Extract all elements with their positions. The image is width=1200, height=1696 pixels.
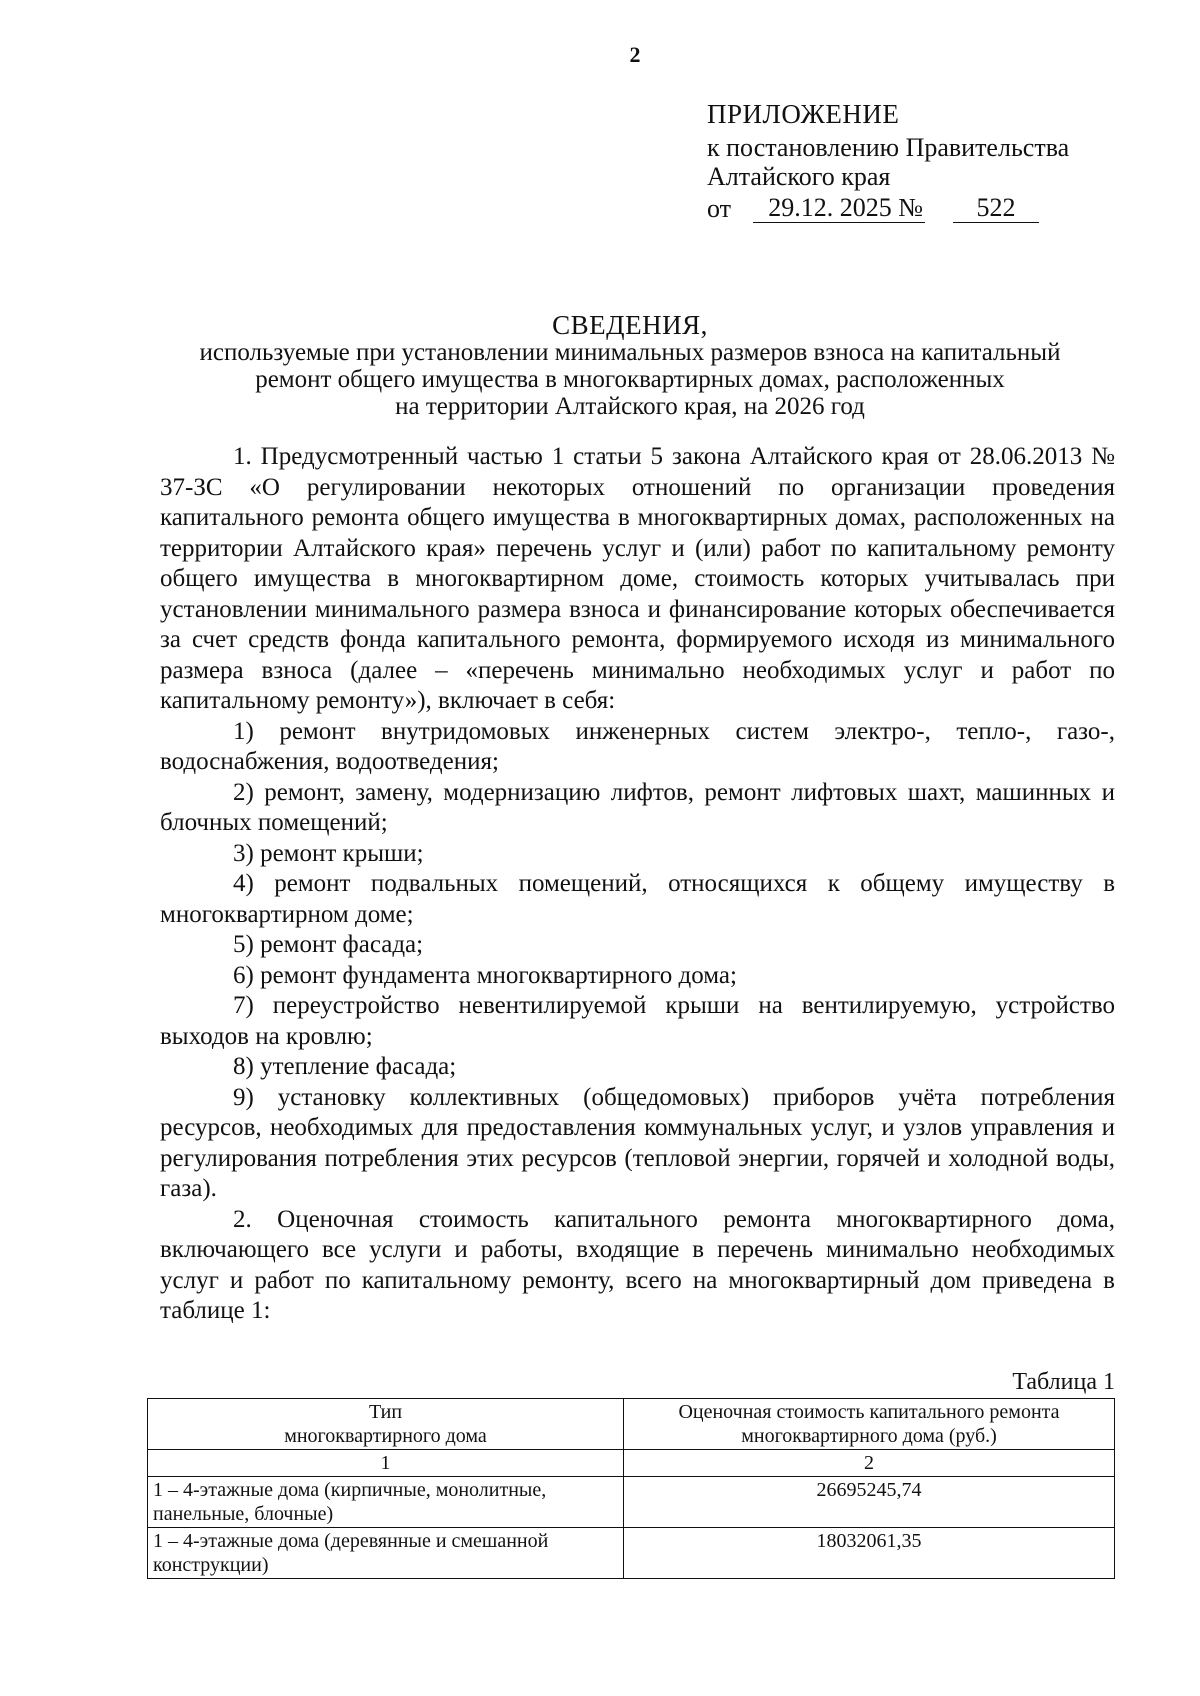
header-cost: Оценочная стоимость капитального ремонта многоквартирного дома (руб.)	[624, 1399, 1115, 1450]
appendix-title: ПРИЛОЖЕНИЕ	[707, 99, 900, 129]
number-sign: №	[898, 193, 924, 222]
list-item: 7) переустройство невентилируемой крыши на вентилируемую, устройство выходов на кровлю;	[160, 992, 1115, 1050]
title-line-1: используемые при установлении минимальных размеров взноса на капитальный	[199, 339, 1061, 366]
cell-house-type: 1 – 4-этажные дома (деревянные и смешанной конструкции)	[148, 1528, 624, 1579]
paragraph: 2. Оценочная стоимость капитального ремонта многоквартирного дома, включающего все услуги и работы, входящие в перечень минимально необходимых услуг и работ по капитальному ремонту, всего на многоквартирный дом приведена в таблице 1:	[160, 1205, 1115, 1324]
list-item: 9) установку коллективных (общедомовых) приборов учёта потребления ресурсов, необходимых для предоставления коммунальных услуг, и узлов управления и регулирования потребления этих ресурсов (тепловой энергии, горячей и холодной воды, газа).	[160, 1083, 1115, 1202]
table-row	[148, 1528, 1115, 1579]
appendix-line-1: к постановлению Правительства	[707, 133, 1070, 162]
list-item: 3) ремонт крыши;	[233, 839, 424, 867]
table-col-numbers-row	[148, 1450, 1115, 1477]
document-title	[130, 312, 1130, 420]
list-item: 6) ремонт фундамента многоквартирного дома;	[233, 961, 737, 989]
document-body	[160, 442, 1115, 1327]
title-line-3: на территории Алтайского края, на 2026 год	[395, 393, 865, 420]
cost-table	[147, 1398, 1115, 1579]
appendix-date-line	[707, 193, 1127, 223]
appendix-header	[707, 100, 1127, 223]
list-item: 2) ремонт, замену, модернизацию лифтов, ремонт лифтовых шахт, машинных и блочных помещений;	[160, 778, 1115, 836]
header-type: Тип многоквартирного дома	[148, 1399, 624, 1450]
title-main: СВЕДЕНИЯ,	[552, 310, 708, 340]
cell-house-type: 1 – 4-этажные дома (кирпичные, монолитные, панельные, блочные)	[148, 1477, 624, 1528]
cell-cost: 18032061,35	[624, 1528, 1115, 1579]
table-caption: Таблица 1	[1012, 1369, 1115, 1395]
appendix-line-2: Алтайского края	[707, 162, 891, 191]
list-item: 8) утепление фасада;	[233, 1053, 457, 1080]
resolution-number: 522	[953, 193, 1039, 223]
list-item: 5) ремонт фасада;	[233, 931, 424, 958]
page-number: 2	[629, 42, 641, 67]
list-item: 1) ремонт внутридомовых инженерных систем электро-, тепло-, газо-, водоснабжения, водоотведения;	[160, 717, 1115, 775]
title-line-2: ремонт общего имущества в многоквартирных домах, расположенных	[255, 366, 1005, 393]
resolution-date: 29.12. 2025 №	[753, 193, 925, 223]
table-row	[148, 1477, 1115, 1528]
col-number: 2	[624, 1450, 1115, 1477]
table-header-row	[148, 1399, 1115, 1450]
col-number: 1	[148, 1450, 624, 1477]
paragraph: 1. Предусмотренный частью 1 статьи 5 закона Алтайского края от 28.06.2013 № 37-ЗС «О регулировании некоторых отношений по организации проведения капитального ремонта общего имущества в многоквартирных домах, расположенных на территории Алтайского края» перечень услуг и (или) работ по капитальному ремонту общего имущества в многоквартирном доме, стоимость которых учитывалась при установлении минимального размера взноса и финансирование которых обеспечивается за счет средств фонда капитального ремонта, формируемого исходя из минимального размера взноса (далее – «перечень минимально необходимых услуг и работ по капитальному ремонту»), включает в себя:	[160, 443, 1115, 714]
list-item: 4) ремонт подвальных помещений, относящихся к общему имуществу в многоквартирном доме;	[160, 870, 1115, 928]
cell-cost: 26695245,74	[624, 1477, 1115, 1528]
from-label: от	[707, 194, 732, 223]
